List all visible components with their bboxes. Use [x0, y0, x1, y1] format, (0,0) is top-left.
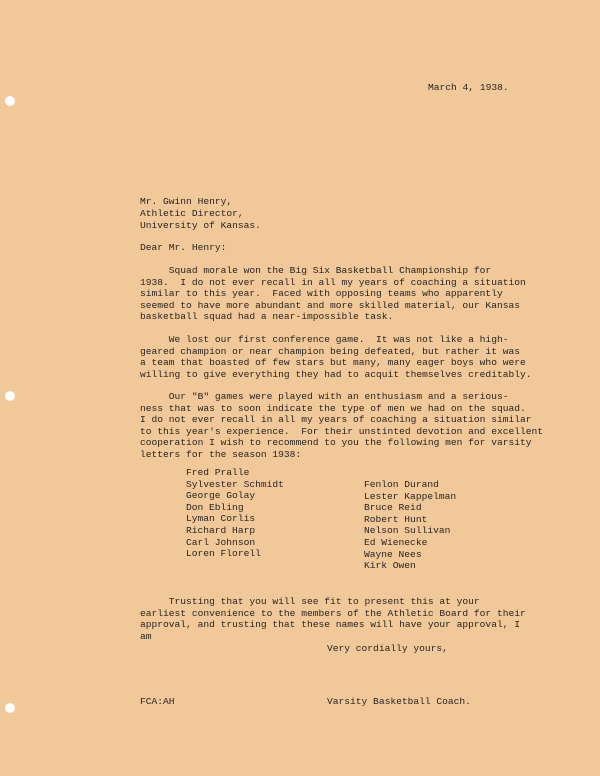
player-name: Ed Wienecke [364, 536, 428, 548]
salutation: Dear Mr. Henry: [140, 242, 227, 253]
paragraph-line: letters for the season 1938: [140, 448, 302, 460]
player-name: Lester Kappelman [364, 490, 457, 502]
player-name: Don Ebling [186, 501, 244, 513]
paragraph-line: am [140, 630, 152, 642]
address-line: University of Kansas. [140, 220, 261, 231]
punch-hole [5, 96, 15, 106]
punch-hole [5, 391, 15, 401]
paragraph-2 [140, 334, 540, 380]
paragraph-3 [140, 391, 544, 461]
paragraph-1 [140, 265, 540, 323]
player-name: Carl Johnson [186, 536, 256, 548]
paragraph-line: geared champion or near champion being defeated, but rather it was [140, 345, 520, 357]
paragraph-line: Squad morale won the Big Six Basketball Championship for [140, 265, 492, 276]
letter-date: March 4, 1938. [428, 82, 509, 93]
complimentary-close: Very cordially yours, [327, 643, 448, 654]
paragraph-line: ness that was to soon indicate the type of men we had on the squad. [140, 402, 526, 414]
paragraph-line: similar to this year. Faced with opposing teams who apparently [140, 288, 503, 300]
player-name: Fred Pralle [186, 467, 250, 478]
paragraph-line: a team that boasted of few stars but many, many eager boys who were [140, 357, 526, 369]
punch-hole [5, 703, 15, 713]
player-name: Kirk Owen [364, 560, 416, 572]
names-right-column [364, 479, 456, 572]
player-name: Wayne Nees [364, 548, 422, 560]
paragraph-line: approval, and trusting that these names will have your approval, I [140, 619, 520, 631]
paragraph-line: basketball squad had a near-impossible task. [140, 311, 394, 323]
player-name: George Golay [186, 490, 256, 502]
address-line: Mr. Gwinn Henry, [140, 196, 233, 207]
paragraph-line: I do not ever recall in all my years of coaching a situation similar [140, 414, 532, 426]
player-name: Bruce Reid [364, 502, 422, 514]
player-name: Nelson Sullivan [364, 525, 451, 537]
player-name: Robert Hunt [364, 513, 428, 525]
paragraph-line: 1938. I do not ever recall in all my years of coaching a situation [140, 276, 526, 288]
player-name: Richard Harp [186, 524, 256, 536]
paragraph-line: Our "B" games were played with an enthusiasm and a serious- [140, 391, 509, 402]
paragraph-line: Trusting that you will see fit to present this at your [140, 596, 480, 607]
address-line: Athletic Director, [140, 208, 244, 219]
paragraph-line: seemed to have more abundant and more skilled material, our Kansas [140, 299, 520, 311]
names-left-column [186, 467, 284, 560]
paragraph-line: earliest convenience to the members of the Athletic Board for their [140, 607, 526, 619]
paragraph-line: cooperation I wish to recommend to you the following men for varsity [140, 437, 532, 449]
signature-title: Varsity Basketball Coach. [327, 696, 471, 707]
paragraph-line: willing to give everything they had to acquit themselves creditably. [140, 368, 532, 380]
paragraph-line: to this year's experience. For their unstinted devotion and excellent [140, 425, 544, 437]
closing-paragraph [140, 596, 540, 642]
player-name: Sylvester Schmidt [186, 478, 284, 490]
player-name: Loren Florell [186, 548, 261, 560]
paragraph-line: We lost our first conference game. It was not like a high- [140, 334, 509, 345]
player-name: Lyman Corlis [186, 513, 256, 525]
typist-initials: FCA:AH [140, 696, 175, 707]
player-name: Fenlon Durand [364, 479, 439, 490]
